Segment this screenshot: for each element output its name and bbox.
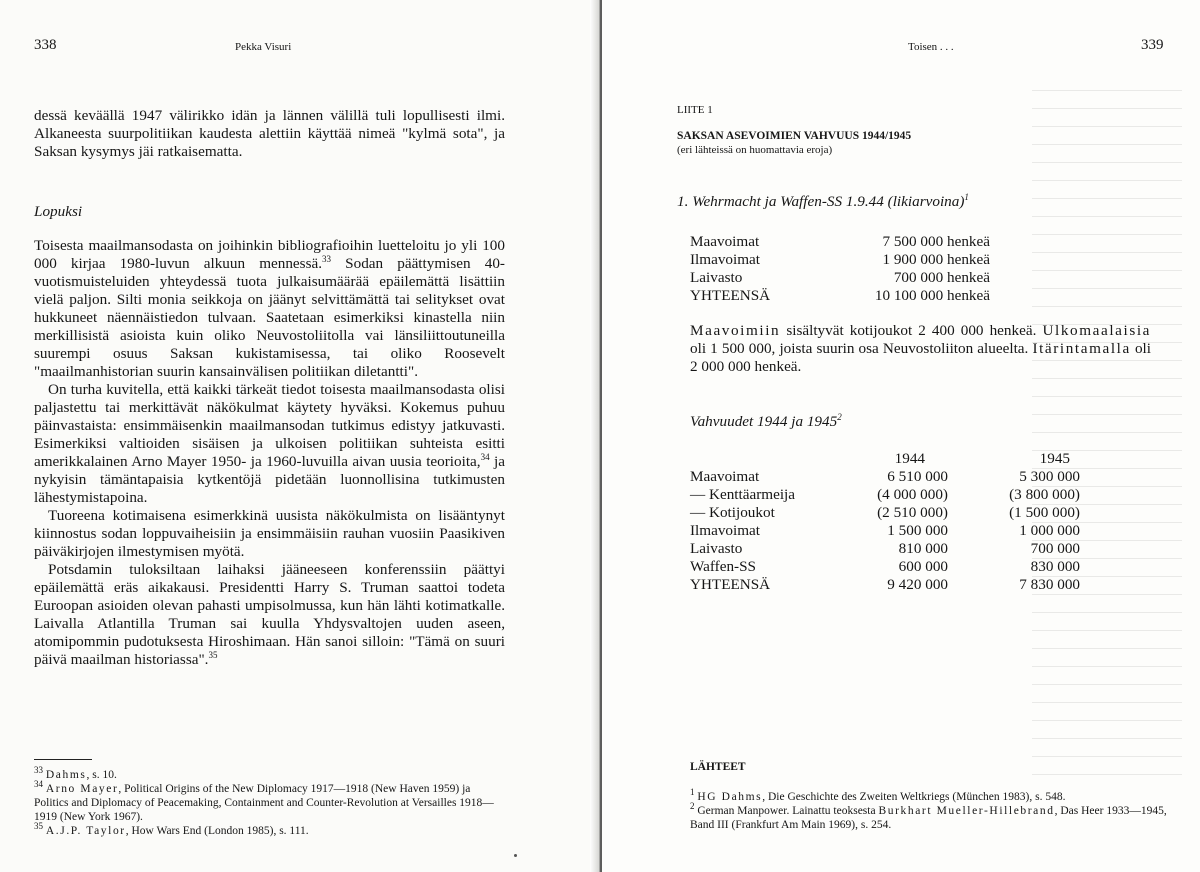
row-label: — Kenttäarmeija xyxy=(690,486,795,503)
source-text: German Manpower. Lainattu teoksesta xyxy=(697,805,879,817)
emphasis: Ulkomaalaisia xyxy=(1042,322,1151,339)
body-text xyxy=(34,107,505,161)
table-row xyxy=(690,486,1080,504)
table-row xyxy=(690,540,1080,558)
column-header-1944: 1944 xyxy=(894,450,925,467)
table-row xyxy=(690,468,1080,486)
footnote-text: , s. 10. xyxy=(86,769,117,781)
emphasis: Itärintamalla xyxy=(1032,340,1131,357)
row-value: 1 900 000 henkeä xyxy=(882,251,990,268)
appendix-label: LIITE 1 xyxy=(677,104,713,116)
footnote-rule xyxy=(34,759,92,760)
value-1944: 1 500 000 xyxy=(887,522,948,539)
value-1944: 810 000 xyxy=(898,540,948,557)
source-number: 1 xyxy=(690,787,695,798)
table-row xyxy=(690,558,1080,576)
paragraph: dessä keväällä 1947 välirikko idän ja lännen välillä tuli lopullisesti ilmi. Alkaneesta suurpolitiikan kaudesta alettiin käyttää nimeä "kylmä sota", ja Saksan kysymys jäi ratkaisematta. xyxy=(34,107,505,160)
row-value: 700 000 henkeä xyxy=(893,269,990,286)
value-1944: 6 510 000 xyxy=(887,468,948,485)
running-head: Pekka Visuri xyxy=(235,41,292,53)
footnote xyxy=(34,821,505,838)
footnote-author: A.J.P. Taylor xyxy=(45,825,126,837)
value-1944: (4 000 000) xyxy=(877,486,948,503)
column-header-1945: 1945 xyxy=(1039,450,1070,467)
table-row xyxy=(690,504,1080,522)
value-1945: 830 000 xyxy=(1030,558,1080,575)
value-1945: 5 300 000 xyxy=(1019,468,1080,485)
value-1944: (2 510 000) xyxy=(877,504,948,521)
text-run: ja nykyisin tämäntapaisia kytkentöjä pidetään luonnollisina tutkimusten lähestymistapoina. xyxy=(34,453,505,506)
table-header-row xyxy=(690,450,1080,468)
running-head: Toisen . . . xyxy=(908,41,954,53)
appendix-title: SAKSAN ASEVOIMIEN VAHVUUS 1944/1945 xyxy=(677,130,912,142)
row-label: Maavoimat xyxy=(690,233,760,250)
footnote-number: 33 xyxy=(34,765,43,776)
page-number: 338 xyxy=(34,37,57,53)
footnotes xyxy=(34,765,505,838)
row-label: Waffen-SS xyxy=(690,558,756,575)
table-row xyxy=(690,287,990,305)
strength-table-1944 xyxy=(690,233,990,313)
footnote-text: , How Wars End (London 1985), s. 111. xyxy=(125,825,309,837)
left-page xyxy=(0,0,598,872)
footnote-number: 34 xyxy=(34,779,43,790)
right-page xyxy=(602,0,1200,872)
heading-text: Vahvuudet 1944 ja 1945 xyxy=(690,413,838,430)
table-row xyxy=(690,576,1080,594)
paragraph xyxy=(34,237,505,381)
row-label: — Kotijoukot xyxy=(690,504,775,521)
value-1945: 7 830 000 xyxy=(1019,576,1080,593)
footnote-text: , Political Origins of the New Diplomacy 1917—1918 (New Haven 1959) ja Politics and Diplomacy of Peacemaking, Containment and Counter-Revolution at Versailles 1918—1919 (New York 1967). xyxy=(34,783,494,823)
value-1944: 9 420 000 xyxy=(887,576,948,593)
section-heading: Lopuksi xyxy=(34,203,83,220)
table-row xyxy=(690,251,990,269)
value-1945: (1 500 000) xyxy=(1009,504,1080,521)
source-ref: 2 xyxy=(837,411,842,422)
footnote-author: Arno Mayer xyxy=(45,783,119,795)
print-speck xyxy=(514,854,517,857)
source-author: Burkhart Mueller-Hillebrand xyxy=(878,805,1055,817)
source-ref: 1 xyxy=(964,191,969,202)
table-row xyxy=(690,269,990,287)
row-value: 7 500 000 henkeä xyxy=(882,233,990,250)
show-through xyxy=(1032,90,1182,790)
footnote-ref: 34 xyxy=(480,451,490,462)
emphasis: Maavoimiin xyxy=(690,322,781,339)
value-1944: 600 000 xyxy=(898,558,948,575)
paragraph xyxy=(34,561,505,669)
value-1945: 700 000 xyxy=(1030,540,1080,557)
source-entry xyxy=(690,801,1180,832)
text-run: Toisesta maailmansodasta on joihinkin bibliografioihin luetteloitu jo yli 100 000 kirjaa 1980-luvun alkuun mennessä. xyxy=(34,237,505,272)
row-label: YHTEENSÄ xyxy=(690,287,771,304)
sources-heading: LÄHTEET xyxy=(690,761,746,773)
source-author: HG Dahms xyxy=(697,791,763,803)
text-run: Potsdamin tuloksiltaan laihaksi jääneeseen konferenssiin päättyi epäilemättä eräs aikakausi. Presidentti Harry S. Truman saattoi todeta Euroopan asioiden olevan pahasti umpisolmussa, kun hän lähti kotimatkalle. Laivalla Atlantilla Truman sai kuulla Yhdysvaltojen uuden aseen, atomipommin pudotuksesta Hiroshimaan. Hän sanoi silloin: "Tämä on suuri päivä maailman historiassa". xyxy=(34,561,505,668)
footnote-author: Dahms xyxy=(45,769,87,781)
row-value: 10 100 000 henkeä xyxy=(874,287,990,304)
footnote-ref: 35 xyxy=(208,649,218,660)
source-text: , Das Heer 1933—1945, Band III (Frankfurt Am Main 1969), s. 254. xyxy=(690,805,1167,831)
page-number: 339 xyxy=(1141,37,1164,53)
text-run: oli 2 000 000 henkeä. xyxy=(690,340,1151,375)
text-run: oli 1 500 000, joista suurin osa Neuvostoliiton alueelta. xyxy=(690,340,1033,357)
source-number: 2 xyxy=(690,801,695,812)
main-body-text xyxy=(34,237,505,669)
paragraph: Tuoreena kotimaisena esimerkkinä uusista näkökulmista on lisääntynyt kiinnostus sodan loppuvaiheisiin ja ensimmäisiin rauhan vuosiin Paasikiven päiväkirjojen ilmestymisen myötä. xyxy=(34,507,505,560)
row-label: YHTEENSÄ xyxy=(690,576,771,593)
composition-note xyxy=(690,322,1151,376)
table-row xyxy=(690,233,990,251)
text-run: On turha kuvitella, että kaikki tärkeät tiedot toisesta maailmansodasta olisi paljastettu tai merkittävät näkökulmat käytety hyväksi. Kokemus puhuu päinvastaista: ensimmäisenkin maailmansodan tutkimus edistyy jatkuvasti. Esimerkiksi valtioiden sisäisen ja ulkoisen politiikan suhteista esitti amerikkalainen Arno Mayer 1950- ja 1960-luvuilla aivan uusia teorioita, xyxy=(34,381,505,470)
section-heading xyxy=(677,193,969,211)
footnote-ref: 33 xyxy=(322,253,332,264)
row-label: Ilmavoimat xyxy=(690,522,761,539)
text-run: Sodan päättymisen 40-vuotismuisteluiden yhteydessä tuota julkaisumäärää epäilemättä lisättiin vielä paljon. Silti monia seikkoja on jäänyt selvittämättä tai selitykset ovat hukkuneet näennäistiedon tulvaan. Saatetaan esimerkiksi kinastella niin merkillisistä asioista kuin oliko Neuvostoliitolla vai länsiliittoutuneilla suurempi osuus Saksan kukistamisessa, tai oliko Roosevelt "maailmanhistorian suurin kansainvälisen politiikan diletantti". xyxy=(34,255,505,380)
sources-list xyxy=(690,787,1180,832)
footnote xyxy=(34,779,505,824)
value-1945: 1 000 000 xyxy=(1019,522,1080,539)
footnote-number: 35 xyxy=(34,821,43,832)
row-label: Laivasto xyxy=(690,540,743,557)
source-entry xyxy=(690,787,1180,804)
source-text: , Die Geschichte des Zweiten Weltkriegs (München 1983), s. 548. xyxy=(762,791,1066,803)
text-run: sisältyvät kotijoukot 2 400 000 henkeä. xyxy=(780,322,1043,339)
footnote xyxy=(34,765,505,782)
section-heading xyxy=(690,413,842,431)
paragraph xyxy=(34,381,505,507)
table-row xyxy=(690,522,1080,540)
row-label: Ilmavoimat xyxy=(690,251,761,268)
value-1945: (3 800 000) xyxy=(1009,486,1080,503)
row-label: Maavoimat xyxy=(690,468,760,485)
row-label: Laivasto xyxy=(690,269,743,286)
heading-text: 1. Wehrmacht ja Waffen-SS 1.9.44 (likiarvoina) xyxy=(677,193,965,210)
strength-table-1944-1945 xyxy=(690,450,1080,600)
appendix-subtitle: (eri lähteissä on huomattavia eroja) xyxy=(677,144,833,156)
